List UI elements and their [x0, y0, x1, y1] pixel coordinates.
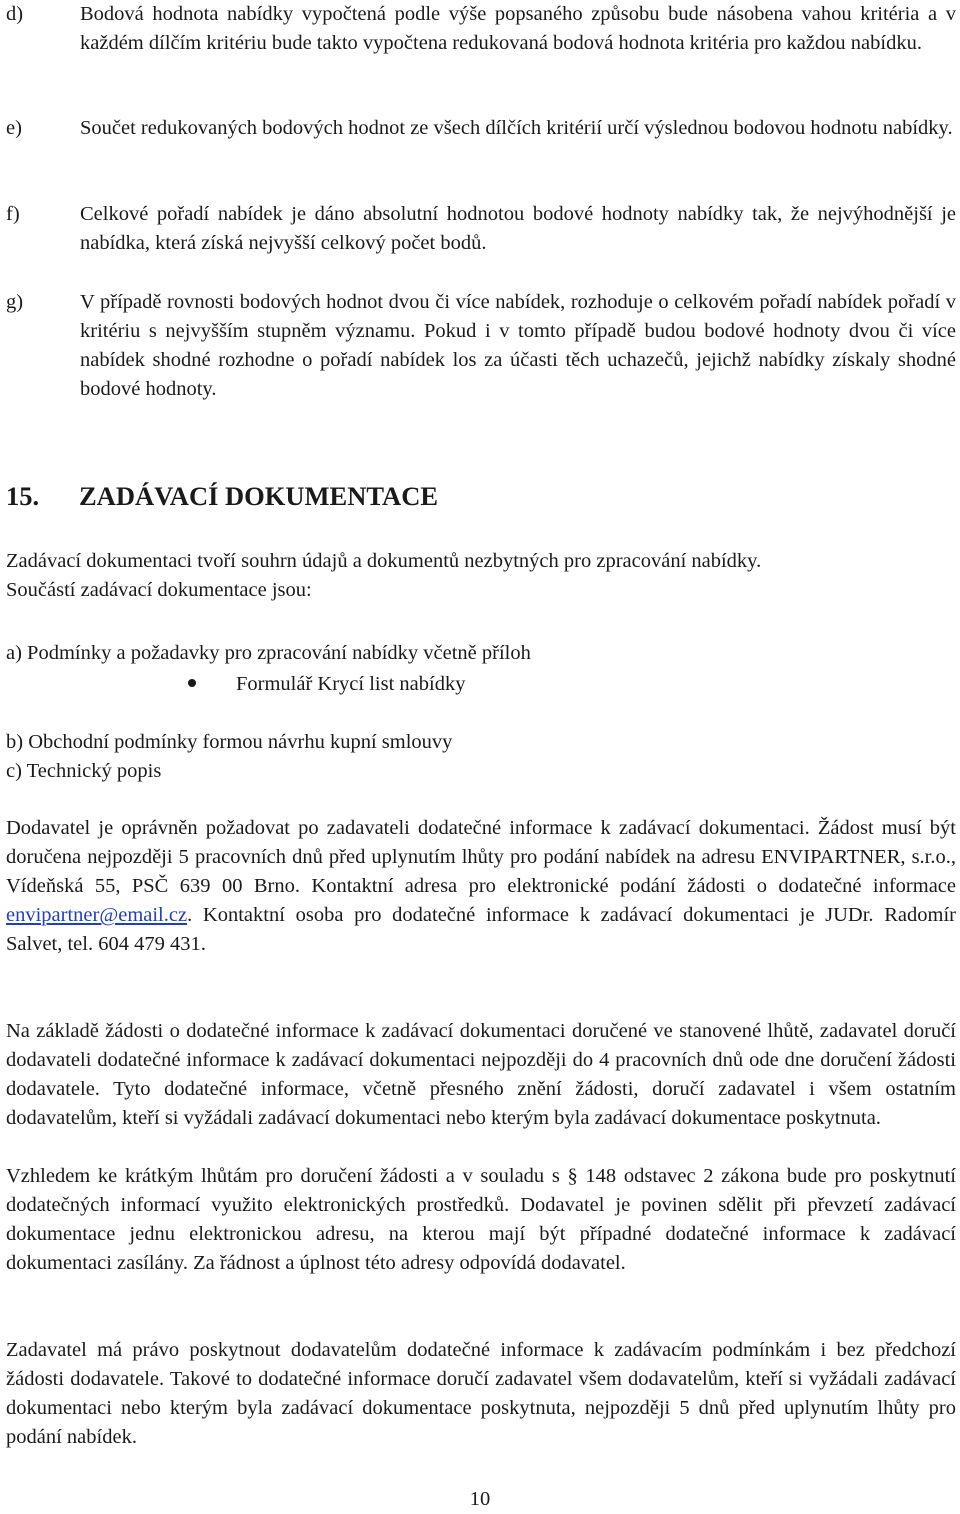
contact-paragraph [6, 814, 956, 959]
list-item-text: Součet redukovaných bodových hodnot ze všech dílčích kritérií určí výslednou bodovou hodnotu nabídky. [80, 117, 953, 139]
contact-text-after: . Kontaktní osoba pro dodatečné informace k zadávací dokumentaci je JUDr. Radomír Salvet, tel. 604 479 431. [6, 904, 956, 955]
section-title: ZADÁVACÍ DOKUMENTACE [79, 481, 439, 511]
part-a-bullet-text: Formulář Krycí list nabídky [236, 673, 466, 695]
list-marker: f) [6, 203, 20, 225]
page-number: 10 [469, 1488, 491, 1510]
part-c: c) Technický popis [6, 760, 162, 782]
list-item-e [6, 114, 956, 143]
list-item-g [6, 288, 956, 404]
list-marker: e) [6, 117, 22, 139]
deadline-paragraph: Na základě žádosti o dodatečné informace k zadávací dokumentaci doručené ve stanovené lhůtě, zadavatel doručí dodavateli dodatečné informace k zadávací dokumentaci nejpozději do 4 pracovních dnů ode dne doručení žádosti dodavatele. Tyto dodatečné informace, včetně přesného znění žádosti, doručí zadavatel i všem ostatním dodavatelům, kteří si vyžádali zadávací dokumentaci nebo kterým byla zadávací dokumentace poskytnuta. [6, 1020, 956, 1129]
list-item-f [6, 200, 956, 258]
contact-text-before: Dodavatel je oprávněn požadovat po zadavateli dodatečné informace k zadávací dokumentaci. Žádost musí být doručena nejpozději 5 pracovních dnů před uplynutím lhůty pro podání nabídek na adresu ENVIPARTNER, s.r.o., Vídeňská 55, PSČ 639 00 Brno. Kontaktní adresa pro elektronické podání žádosti o dodatečné informace [6, 817, 956, 897]
list-marker: d) [6, 3, 24, 25]
list-marker: g) [6, 291, 24, 313]
part-a-bullet-item [188, 670, 465, 699]
list-item-d [6, 0, 956, 58]
intro-line-1: Zadávací dokumentaci tvoří souhrn údajů a dokumentů nezbytných pro zpracování nabídky. [6, 550, 762, 572]
intro-line-2: Součástí zadávací dokumentace jsou: [6, 579, 312, 601]
list-item-text: Celkové pořadí nabídek je dáno absolutní hodnotou bodové hodnoty nabídky tak, že nejvýhodnější je nabídka, která získá nejvyšší celkový počet bodů. [80, 203, 956, 254]
part-a: a) Podmínky a požadavky pro zpracování nabídky včetně příloh [6, 642, 531, 664]
list-item-text: Bodová hodnota nabídky vypočtená podle výše popsaného způsobu bude násobena vahou kritéria a v každém dílčím kritériu bude takto vypočtena redukovaná bodová hodnota kritéria pro každou nabídku. [80, 3, 956, 54]
part-b: b) Obchodní podmínky formou návrhu kupní smlouvy [6, 731, 453, 753]
section-heading [6, 479, 438, 513]
zadavatel-rights-paragraph: Zadavatel má právo poskytnout dodavatelům dodatečné informace k zadávacím podmínkám i bez předchozí žádosti dodavatele. Takové to dodatečné informace doručí zadavatel všem dodavatelům, kteří si vyžádali zadávací dokumentaci nebo kterým byla zadávací dokumentace poskytnuta, nejpozději 5 dnů před uplynutím lhůty pro podání nabídek. [6, 1339, 956, 1448]
email-link[interactable]: envipartner@email.cz [6, 904, 188, 926]
electronic-paragraph: Vzhledem ke krátkým lhůtám pro doručení žádosti a v souladu s § 148 odstavec 2 zákona bude pro poskytnutí dodatečných informací využito elektronických prostředků. Dodavatel je povinen sdělit při převzetí zadávací dokumentace jednu elektronickou adresu, na kterou mají být případné dodatečné informace k zadávací dokumentaci zasílány. Za řádnost a úplnost této adresy odpovídá dodavatel. [6, 1165, 956, 1274]
list-item-text: V případě rovnosti bodových hodnot dvou či více nabídek, rozhoduje o celkovém pořadí nabídek pořadí v kritériu s nejvyšším stupněm významu. Pokud i v tomto případě budou bodové hodnoty dvou či více nabídek shodné rozhodne o pořadí nabídek los za účasti těch uchazečů, jejichž nabídky získaly shodné bodové hodnoty. [80, 291, 956, 400]
section-number: 15. [6, 481, 40, 511]
bullet-icon [188, 679, 196, 687]
